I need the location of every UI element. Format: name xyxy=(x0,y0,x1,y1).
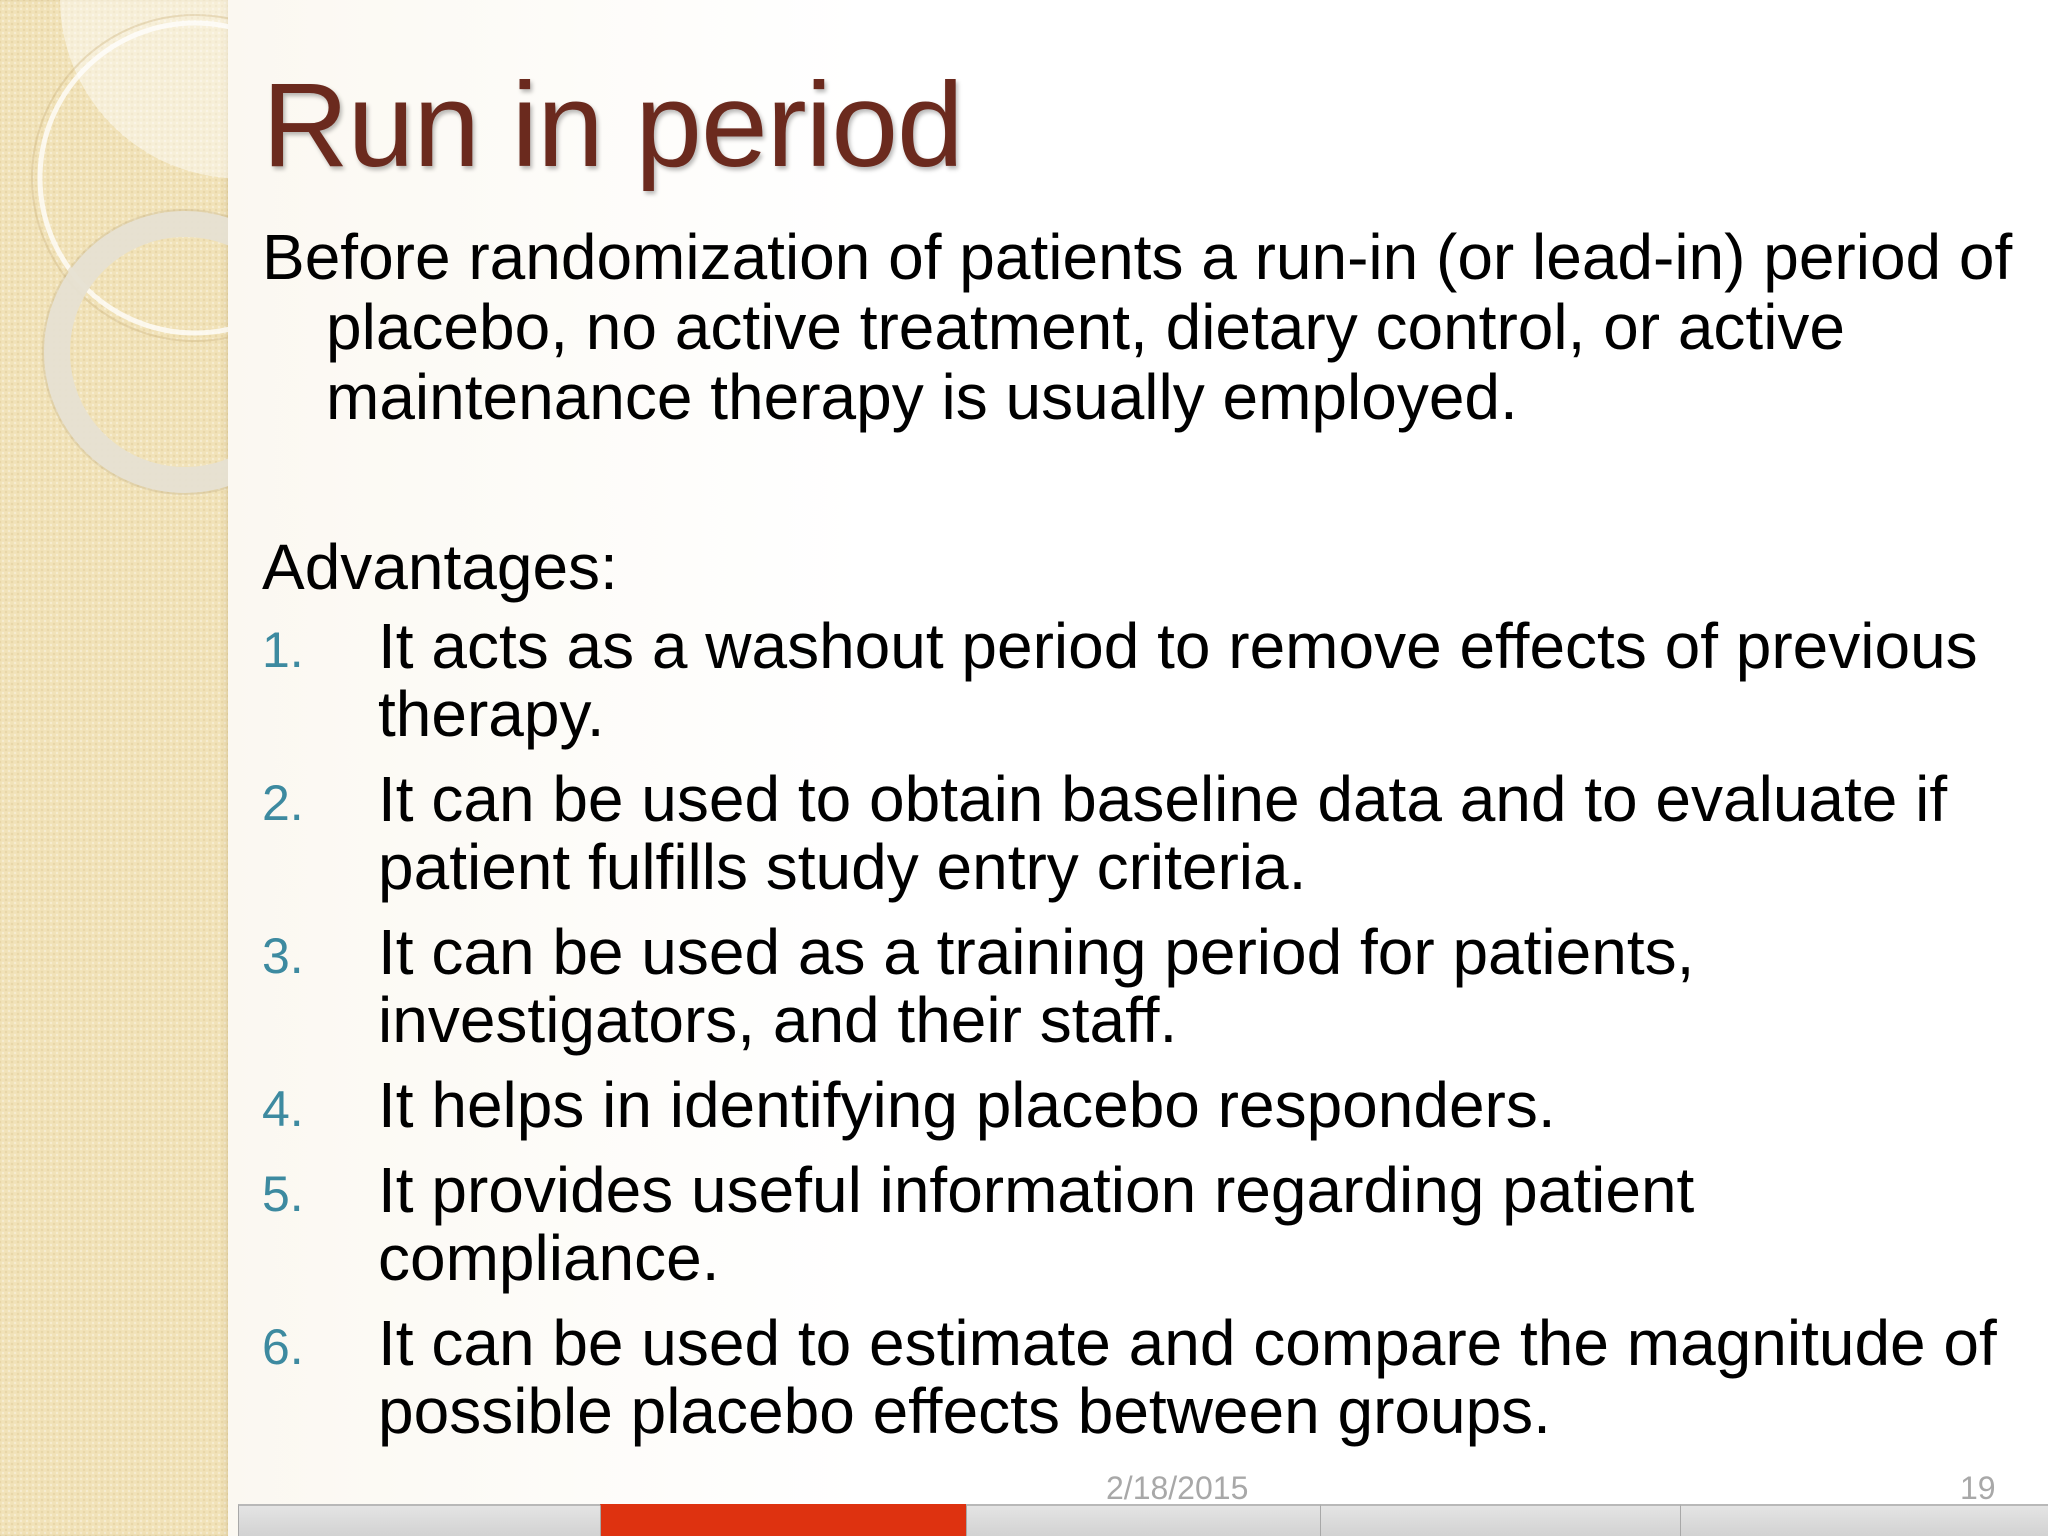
list-item-number: 2. xyxy=(262,775,304,831)
list-item xyxy=(262,1309,2042,1445)
list-item-text: It helps in identifying placebo responders. xyxy=(378,1069,1556,1141)
list-item xyxy=(262,612,2042,748)
advantages-list xyxy=(262,612,2042,1462)
list-item-number: 3. xyxy=(262,928,304,984)
list-item-number: 1. xyxy=(262,622,304,678)
intro-paragraph: Before randomization of patients a run-in (or lead-in) period of placebo, no active treatment, dietary control, or active maintenance therapy is usually employed. xyxy=(262,221,2013,433)
advantages-heading: Advantages: xyxy=(262,531,618,603)
list-item xyxy=(262,918,2042,1054)
footer-date: 2/18/2015 xyxy=(1106,1470,1249,1506)
decorative-rings xyxy=(0,0,228,520)
list-item xyxy=(262,765,2042,901)
list-item-number: 6. xyxy=(262,1319,304,1375)
footer-segment xyxy=(1320,1504,1680,1536)
list-item-number: 5. xyxy=(262,1166,304,1222)
decorative-side-panel xyxy=(0,0,228,1536)
footer-bar xyxy=(238,1504,2048,1536)
footer-segment-active xyxy=(600,1504,966,1536)
list-item-text: It can be used to obtain baseline data and to evaluate if patient fulfills study entry criteria. xyxy=(378,763,1948,903)
footer-segment xyxy=(238,1504,600,1536)
slide-title: Run in period xyxy=(262,58,963,192)
list-item-text: It provides useful information regarding patient compliance. xyxy=(378,1154,1695,1294)
list-item-text: It acts as a washout period to remove effects of previous therapy. xyxy=(378,610,1978,750)
list-item xyxy=(262,1071,2042,1139)
page-number: 19 xyxy=(1960,1470,1996,1506)
list-item-text: It can be used to estimate and compare the magnitude of possible placebo effects between groups. xyxy=(378,1307,1997,1447)
list-item-number: 4. xyxy=(262,1081,304,1137)
footer-segment xyxy=(1680,1504,2048,1536)
footer-segment xyxy=(966,1504,1320,1536)
list-item xyxy=(262,1156,2042,1292)
list-item-text: It can be used as a training period for patients, investigators, and their staff. xyxy=(378,916,1695,1056)
